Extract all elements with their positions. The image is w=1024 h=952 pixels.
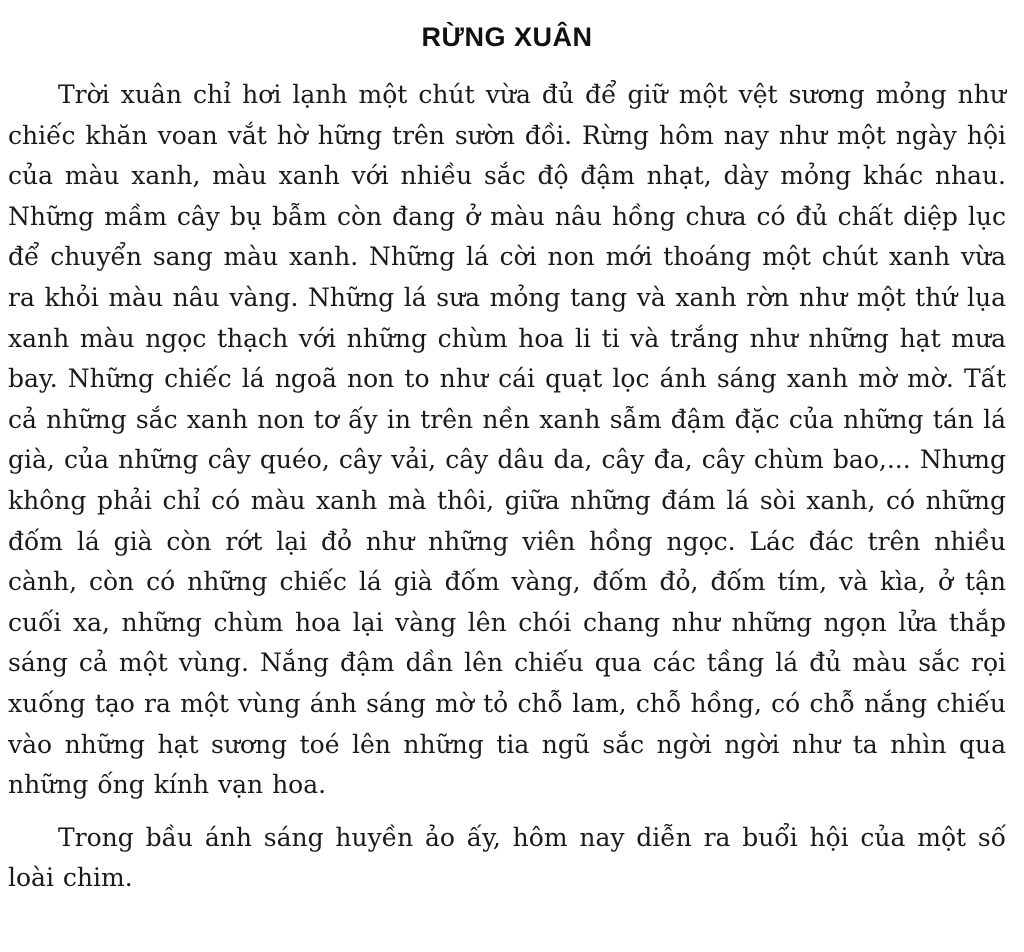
paragraph-1: Trời xuân chỉ hơi lạnh một chút vừa đủ để giữ một vệt sương mỏng như chiếc khăn voan vắt hờ hững trên sườn đồi. Rừng hôm nay như một ngày hội của màu xanh, màu xanh với nhiều sắc độ đậm nhạt, dày mỏng khác nhau. Những mầm cây bụ bẫm còn đang ở màu nâu hồng chưa có đủ chất diệp lục để chuyển sang màu xanh. Những lá cời non mới thoáng một chút xanh vừa ra khỏi màu nâu vàng. Những lá sưa mỏng tang và xanh rờn như một thứ lụa xanh màu ngọc thạch với những chùm hoa li ti và trắng như những hạt mưa bay. Những chiếc lá ngoã non to như cái quạt lọc ánh sáng xanh mờ mờ. Tất cả những sắc xanh non tơ ấy in trên nền xanh sẫm đậm đặc của những tán lá già, của những cây quéo, cây vải, cây dâu da, cây đa, cây chùm bao,... Nhưng không phải chỉ có màu xanh mà thôi, giữa những đám lá sòi xanh, có những đốm lá già còn rớt lại đỏ như những viên hồng ngọc. Lác đác trên nhiều cành, còn có những chiếc lá già đốm vàng, đốm đỏ, đốm tím, và kìa, ở tận cuối xa, những chùm hoa lại vàng lên chói chang như những ngọn lửa thắp sáng cả một vùng. Nắng đậm dần lên chiếu qua các tầng lá đủ màu sắc rọi xuống tạo ra một vùng ánh sáng mờ tỏ chỗ lam, chỗ hồng, có chỗ nắng chiếu vào những hạt sương toé lên những tia ngũ sắc ngời ngời như ta nhìn qua những ống kính vạn hoa. xyxy=(8,80,1006,800)
document-title: RỪNG XUÂN xyxy=(421,22,593,52)
paragraph-2: Trong bầu ánh sáng huyền ảo ấy, hôm nay diễn ra buổi hội của một số loài chim. xyxy=(8,822,1006,893)
